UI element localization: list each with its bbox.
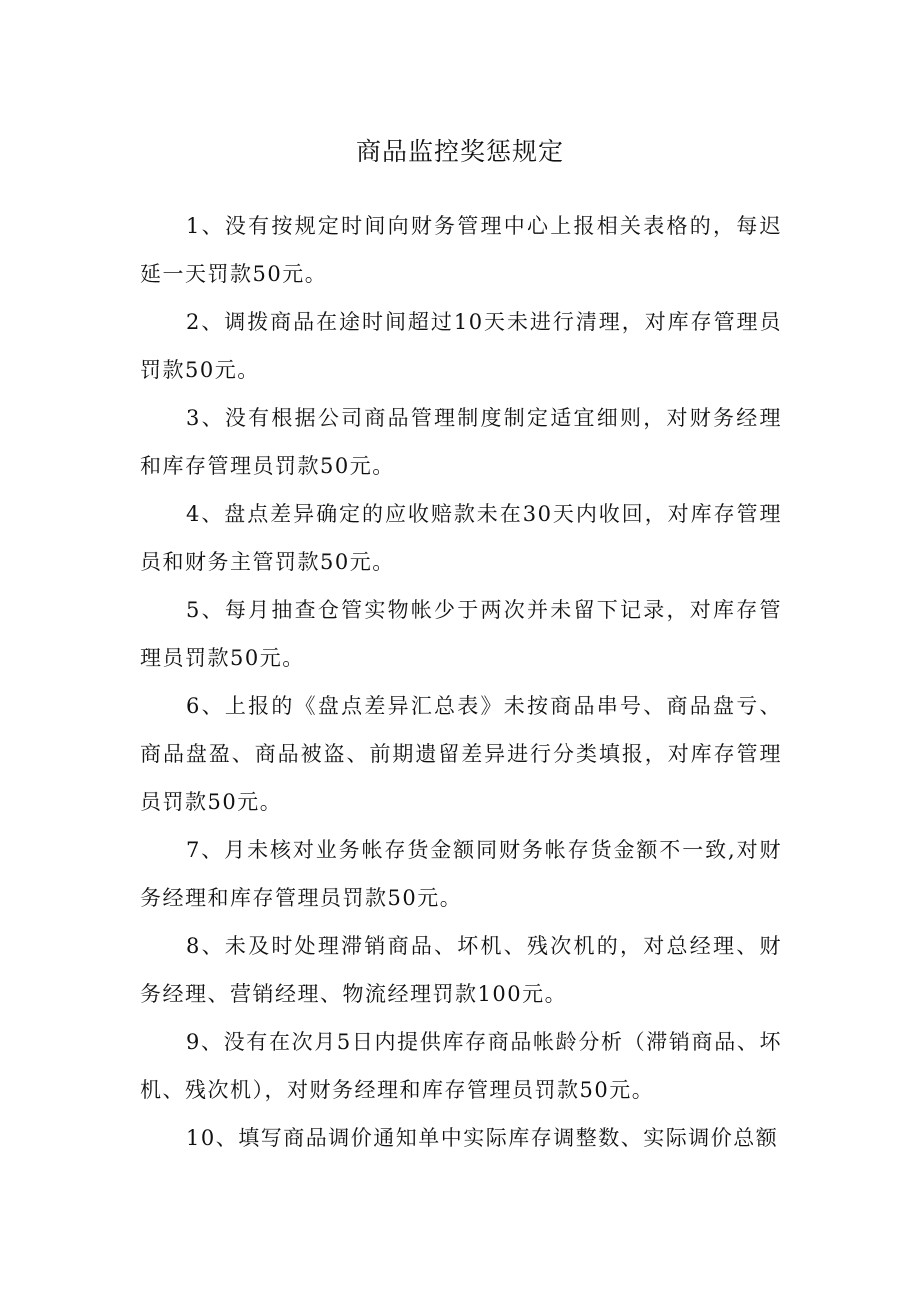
rule-paragraph-3: 3、没有根据公司商品管理制度制定适宜细则，对财务经理和库存管理员罚款50元。 [140,406,782,478]
rule-paragraph-9: 9、没有在次月5日内提供库存商品帐龄分析（滞销商品、坏机、残次机），对财务经理和库存管理员罚款50元。 [140,1030,782,1102]
document-title: 商品监控奖惩规定 [355,137,564,166]
rule-paragraph-2: 2、调拨商品在途时间超过10天未进行清理，对库存管理员罚款50元。 [140,310,782,382]
rule-paragraph-8: 8、未及时处理滞销商品、坏机、残次机的，对总经理、财务经理、营销经理、物流经理罚款100元。 [140,934,782,1006]
rule-paragraph-10: 10、填写商品调价通知单中实际库存调整数、实际调价总额 [186,1126,779,1150]
rule-paragraph-7: 7、月未核对业务帐存货金额同财务帐存货金额不一致,对财务经理和库存管理员罚款50元。 [140,838,782,910]
document-body [140,202,782,1162]
rule-paragraph-1: 1、没有按规定时间向财务管理中心上报相关表格的，每迟延一天罚款50元。 [140,214,782,286]
rule-paragraph-5: 5、每月抽查仓管实物帐少于两次并未留下记录，对库存管理员罚款50元。 [140,598,782,670]
rule-paragraph-6: 6、上报的《盘点差异汇总表》未按商品串号、商品盘亏、商品盘盈、商品被盗、前期遗留差异进行分类填报，对库存管理员罚款50元。 [140,694,782,814]
rule-paragraph-4: 4、盘点差异确定的应收赔款未在30天内收回，对库存管理员和财务主管罚款50元。 [140,502,782,574]
